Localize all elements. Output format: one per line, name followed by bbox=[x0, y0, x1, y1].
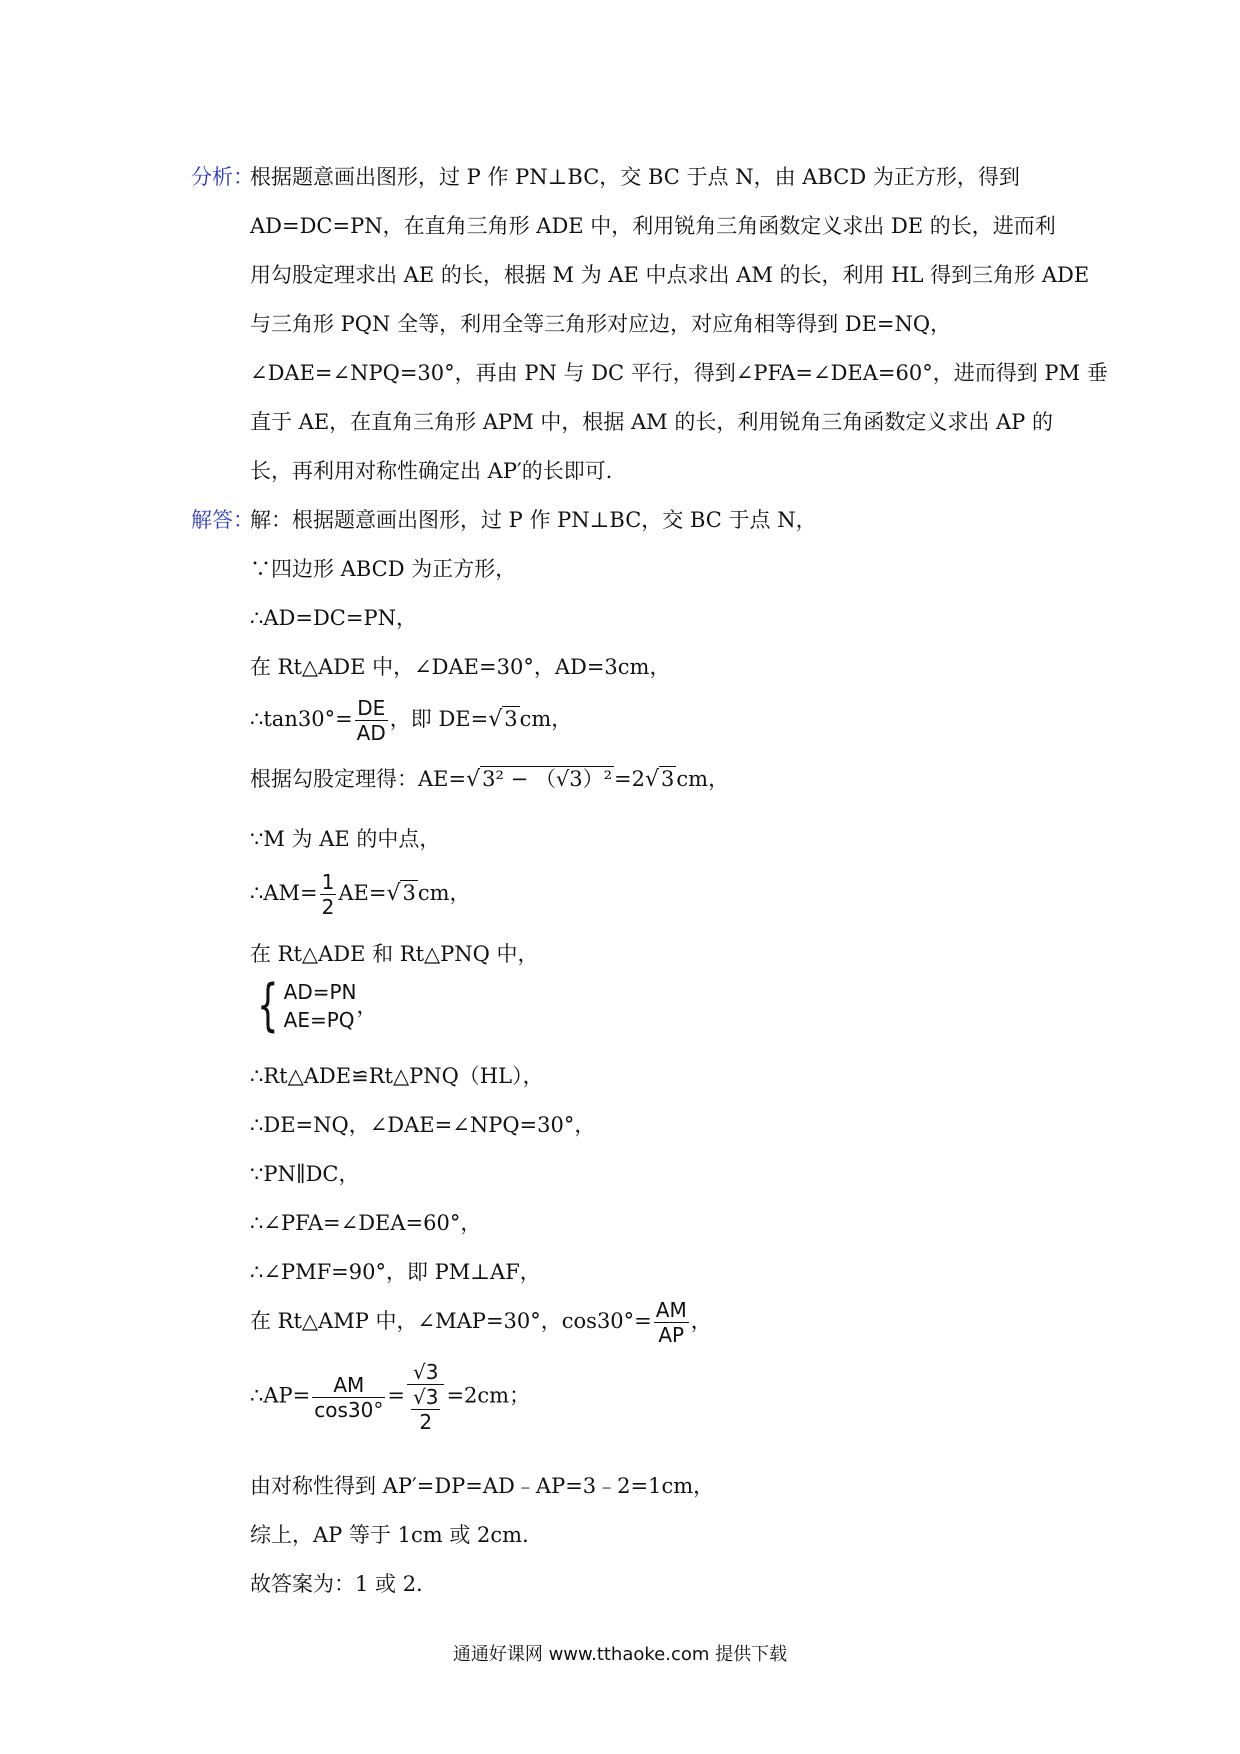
solution-line-10: ∴Rt△ADE≌Rt△PNQ（HL）， bbox=[250, 1064, 544, 1088]
pythagoras-suffix: cm， bbox=[676, 767, 730, 791]
am-suffix: cm， bbox=[417, 881, 471, 905]
fraction-denominator: cos30° bbox=[314, 1397, 384, 1422]
fraction-numerator: DE bbox=[355, 696, 388, 721]
analysis-line-4: 与三角形 PQN 全等，利用全等三角形对应边，对应角相等得到 DE=NQ， bbox=[250, 312, 952, 336]
analysis-line-5: ∠DAE=∠NPQ=30°，再由 PN 与 DC 平行，得到∠PFA=∠DEA=60°，进而得到 PM 垂 bbox=[250, 361, 1108, 385]
sqrt-radicand: 3 bbox=[504, 707, 518, 731]
sqrt-radicand: 3 bbox=[661, 767, 675, 791]
fraction-denominator: AD bbox=[356, 721, 386, 745]
system-eq-2: AE=PQ bbox=[283, 1008, 355, 1032]
fraction-one-half bbox=[320, 870, 337, 919]
solution-line-4 bbox=[250, 696, 572, 745]
sqrt-expression bbox=[645, 765, 676, 794]
analysis-line-6: 直于 AE，在直角三角形 APM 中，根据 AM 的长，利用锐角三角函数定义求出 AP 的 bbox=[250, 410, 1053, 434]
solution-line-17: 由对称性得到 AP′=DP=AD﹣AP=3﹣2=1cm， bbox=[250, 1474, 715, 1498]
solution-first-line: 解：根据题意画出图形，过 P 作 PN⊥BC，交 BC 于点 N， bbox=[250, 508, 817, 532]
ap-suffix: =2cm； bbox=[446, 1383, 531, 1408]
sqrt-expression bbox=[466, 765, 614, 794]
solution-line-18: 综上，AP 等于 1cm 或 2cm． bbox=[250, 1523, 544, 1547]
solution-line-3: 在 Rt△ADE 中，∠DAE=30°，AD=3cm， bbox=[250, 655, 671, 679]
solution-label: 解答： bbox=[191, 508, 254, 532]
solution-line-19: 故答案为：1 或 2． bbox=[250, 1572, 438, 1596]
tan-prefix: ∴tan30°= bbox=[250, 707, 353, 731]
brace-icon: { bbox=[257, 973, 279, 1038]
ap-prefix: ∴AP= bbox=[250, 1383, 311, 1408]
sqrt-icon: √ bbox=[386, 881, 401, 906]
analysis-line-2: AD=DC=PN，在直角三角形 ADE 中，利用锐角三角函数定义求出 DE 的长，进而利 bbox=[250, 214, 1056, 238]
sqrt-expression bbox=[386, 879, 417, 908]
pythagoras-middle: =2 bbox=[614, 767, 645, 791]
system-eq-1: AD=PN bbox=[283, 980, 357, 1004]
analysis-line-1: 根据题意画出图形，过 P 作 PN⊥BC，交 BC 于点 N，由 ABCD 为正方形，得到 bbox=[250, 165, 1020, 189]
brace-lines bbox=[284, 978, 357, 1034]
solution-line-12: ∵PN∥DC， bbox=[250, 1162, 360, 1186]
solution-line-14: ∴∠PMF=90°，即 PM⊥AF， bbox=[250, 1260, 541, 1284]
fraction-denominator: 2 bbox=[321, 895, 335, 919]
cos-prefix: 在 Rt△AMP 中，∠MAP=30°，cos30°= bbox=[250, 1309, 652, 1333]
tan-middle: ，即 DE= bbox=[389, 707, 489, 731]
solution-line-6: ∵M 为 AE 的中点， bbox=[250, 827, 441, 851]
analysis-label: 分析： bbox=[191, 165, 254, 189]
system-brace bbox=[250, 973, 378, 1038]
solution-line-11: ∴DE=NQ，∠DAE=∠NPQ=30°， bbox=[250, 1113, 596, 1137]
page-footer: 通通好课网 www.tthaoke.com 提供下载 bbox=[452, 1644, 788, 1665]
analysis-line-7: 长，再利用对称性确定出 AP′的长即可． bbox=[250, 459, 627, 483]
solution-line-8: 在 Rt△ADE 和 Rt△PNQ 中， bbox=[250, 942, 539, 966]
ap-equals: = bbox=[387, 1383, 405, 1408]
sqrt-expression bbox=[488, 705, 519, 734]
sqrt-icon: √ bbox=[488, 707, 503, 732]
sqrt-radicand: 3 bbox=[402, 881, 416, 905]
fraction-nested bbox=[407, 1360, 444, 1434]
fraction-am-ap bbox=[654, 1298, 689, 1347]
solution-line-2: ∴AD=DC=PN， bbox=[250, 606, 417, 630]
sqrt-icon: √ bbox=[644, 767, 660, 792]
solution-line-16 bbox=[250, 1360, 530, 1434]
pythagoras-prefix: 根据勾股定理得：AE= bbox=[250, 767, 467, 791]
fraction-numerator: √3 bbox=[412, 1385, 439, 1409]
fraction-am-cos30 bbox=[312, 1373, 385, 1422]
solution-line-1: ∵四边形 ABCD 为正方形， bbox=[250, 557, 517, 581]
fraction-denominator: AP bbox=[658, 1323, 685, 1347]
fraction-numerator: AM bbox=[312, 1373, 385, 1398]
cos-suffix: ， bbox=[690, 1309, 712, 1333]
solution-line-5 bbox=[250, 765, 729, 794]
system-suffix: ， bbox=[356, 994, 378, 1018]
fraction-numerator: AM bbox=[655, 1298, 687, 1322]
solution-line-9 bbox=[250, 973, 378, 1038]
am-middle: AE= bbox=[338, 881, 387, 905]
fraction-de-ad bbox=[355, 696, 388, 745]
analysis-line-3: 用勾股定理求出 AE 的长，根据 M 为 AE 中点求出 AM 的长，利用 HL 得到三角形 ADE bbox=[250, 263, 1090, 287]
sqrt-radicand: 3² − （√3）² bbox=[482, 767, 613, 791]
solution-line-7 bbox=[250, 870, 471, 919]
fraction-numerator: 1 bbox=[321, 870, 335, 894]
am-prefix: ∴AM= bbox=[250, 881, 318, 905]
sqrt-icon: √ bbox=[466, 767, 481, 792]
fraction-inner bbox=[411, 1385, 440, 1434]
fraction-numerator: √3 bbox=[407, 1360, 444, 1385]
tan-suffix: cm， bbox=[519, 707, 573, 731]
solution-line-15 bbox=[250, 1298, 712, 1347]
solution-line-13: ∴∠PFA=∠DEA=60°， bbox=[250, 1211, 482, 1235]
fraction-denominator bbox=[407, 1385, 444, 1434]
fraction-denominator: 2 bbox=[419, 1410, 433, 1434]
